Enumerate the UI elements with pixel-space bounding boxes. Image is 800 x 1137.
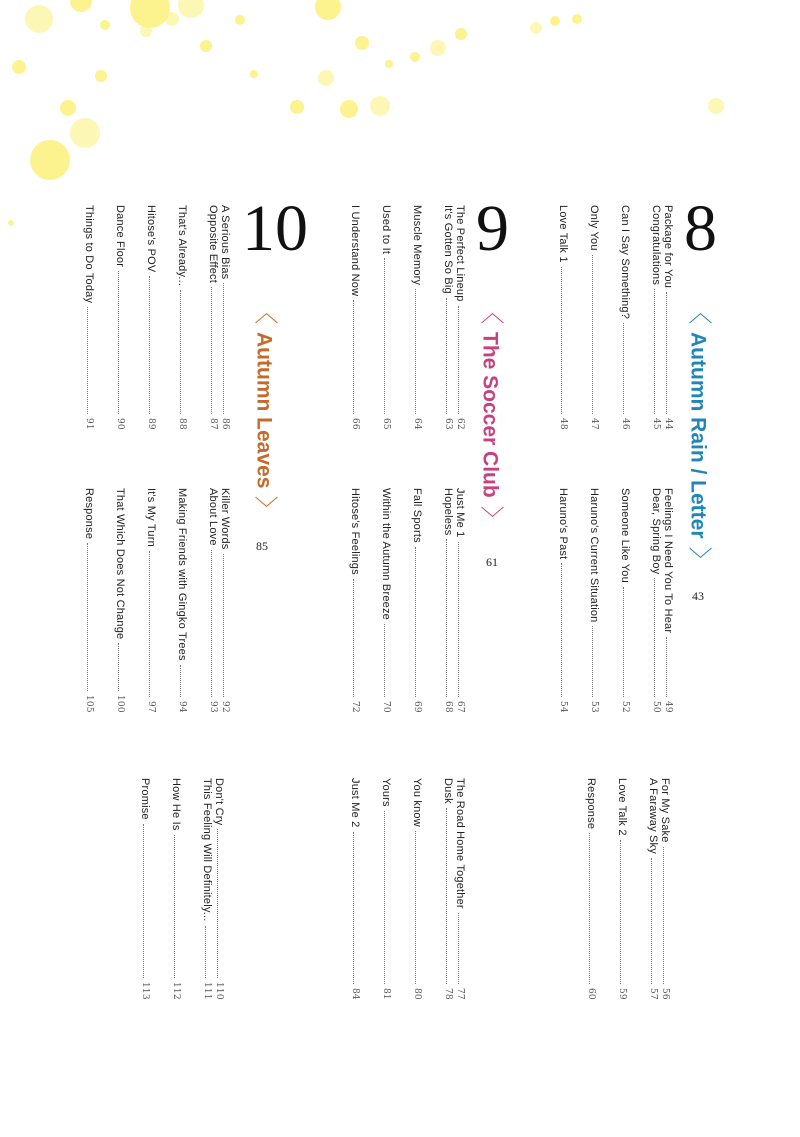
toc-entry[interactable] (454, 778, 466, 1000)
chapter-9-start-page: 61 (486, 555, 498, 569)
toc-entry[interactable] (442, 488, 454, 713)
toc-entry-title: Hopeless (442, 488, 454, 536)
chapter-8-title (680, 300, 715, 585)
toc-entry-page: 62 (455, 418, 465, 430)
decorative-dot (178, 0, 204, 18)
decorative-dot (60, 100, 76, 116)
toc-leader-dots (384, 624, 388, 697)
toc-entry-page: 47 (589, 418, 599, 430)
chapter-8-col-1 (538, 205, 674, 430)
toc-entry-title: Don't Cry (213, 778, 225, 826)
decorative-dot (290, 100, 304, 114)
toc-leader-dots (592, 626, 596, 697)
decorative-dot (340, 100, 358, 118)
chapter-title-text: The Soccer Club (478, 332, 502, 498)
toc-entry-title: Love Talk 1 (557, 205, 569, 263)
toc-leader-dots (87, 307, 91, 414)
toc-entry-page: 68 (443, 701, 453, 713)
decorative-dot (235, 15, 245, 25)
toc-entry[interactable] (176, 488, 188, 713)
toc-entry-page: 92 (220, 701, 230, 713)
chapter-10-title (246, 300, 281, 525)
chapter-9-number: 9 (476, 192, 509, 265)
decorative-dot (95, 70, 107, 82)
toc-entry-page: 66 (350, 418, 360, 430)
decorative-dot (30, 140, 70, 180)
toc-entry[interactable] (170, 778, 182, 1000)
toc-entry-title: Someone Like You (619, 488, 631, 583)
chapter-10-number: 10 (242, 192, 308, 265)
toc-entry[interactable] (659, 778, 671, 1000)
toc-entry-title: Response (585, 778, 597, 830)
toc-entry[interactable] (454, 205, 466, 430)
toc-entry[interactable] (411, 205, 423, 430)
toc-entry[interactable] (380, 488, 392, 713)
toc-leader-dots (654, 289, 658, 414)
chapter-9-title (472, 300, 507, 545)
toc-leader-dots (415, 831, 419, 984)
toc-leader-dots (620, 840, 624, 984)
decorative-dot (355, 36, 369, 50)
toc-entry-title: Hitose's Feelings (349, 488, 361, 575)
toc-entry-page: 88 (177, 418, 187, 430)
toc-leader-dots (592, 255, 596, 415)
toc-entry-title: Feelings I Need You To Hear (662, 488, 674, 634)
toc-entry-page: 94 (177, 701, 187, 713)
decorative-dot (550, 16, 560, 26)
toc-leader-dots (623, 587, 627, 697)
toc-entry[interactable] (662, 488, 674, 713)
toc-entry-title: Used to It (380, 205, 392, 255)
toc-entry-page: 56 (660, 988, 670, 1000)
toc-entry[interactable] (114, 488, 126, 713)
toc-leader-dots (651, 858, 655, 984)
toc-entry-page: 69 (412, 701, 422, 713)
toc-entry-page: 72 (350, 701, 360, 713)
toc-entry-page: 59 (617, 988, 627, 1000)
toc-entry-page: 113 (140, 982, 150, 1000)
toc-entry-title: Things to Do Today (83, 205, 95, 304)
toc-entry[interactable] (662, 205, 674, 430)
toc-entry-title: Haruno's Current Situation (588, 488, 600, 623)
decorative-dot (315, 0, 341, 20)
toc-entry[interactable] (207, 205, 219, 430)
toc-leader-dots (589, 833, 593, 984)
toc-leader-dots (180, 290, 184, 414)
toc-entry-title: Love Talk 2 (616, 778, 628, 836)
chapter-9-col-2 (330, 488, 466, 713)
toc-leader-dots (458, 542, 462, 698)
toc-entry-page: 89 (146, 418, 156, 430)
toc-entry[interactable] (557, 488, 569, 713)
open-bracket: 〈 (476, 300, 503, 324)
decorative-dot (140, 25, 152, 37)
toc-entry-page: 78 (443, 988, 453, 1000)
toc-entry-title: Promise (139, 778, 151, 820)
toc-entry-page: 54 (558, 701, 568, 713)
toc-entry-title: The Road Home Together (454, 778, 466, 909)
toc-entry-page: 105 (84, 695, 94, 713)
toc-entry-page: 64 (412, 418, 422, 430)
toc-entry-title: Only You (588, 205, 600, 251)
decorative-dots (0, 0, 800, 180)
toc-entry[interactable] (411, 778, 423, 1000)
toc-leader-dots (446, 808, 450, 984)
toc-entry[interactable] (616, 778, 628, 1000)
toc-entry[interactable] (219, 488, 231, 713)
toc-entry[interactable] (650, 488, 662, 713)
toc-entry-title: I Understand Now (349, 205, 361, 297)
toc-leader-dots (353, 832, 357, 985)
toc-leader-dots (384, 811, 388, 984)
toc-entry-title: The Perfect Lineup (454, 205, 466, 302)
toc-entry[interactable] (380, 205, 392, 430)
toc-entry[interactable] (585, 778, 597, 1000)
toc-leader-dots (118, 643, 122, 691)
toc-entry[interactable] (380, 778, 392, 1000)
toc-entry-page: 44 (663, 418, 673, 430)
toc-entry-title: Opposite Effect (207, 205, 219, 284)
toc-entry[interactable] (219, 205, 231, 430)
toc-entry[interactable] (201, 778, 213, 1000)
decorative-dot (318, 70, 334, 86)
toc-leader-dots (223, 283, 227, 414)
toc-leader-dots (353, 300, 357, 414)
decorative-dot (130, 0, 170, 28)
toc-entry[interactable] (145, 488, 157, 713)
toc-entry-title: Just Me 2 (349, 778, 361, 828)
close-bracket: 〉 (250, 496, 277, 521)
toc-leader-dots (458, 913, 462, 984)
toc-leader-dots (561, 267, 565, 414)
chapter-title-text: Autumn Leaves (252, 332, 276, 489)
toc-entry-page: 86 (220, 418, 230, 430)
decorative-dot (200, 40, 212, 52)
chapter-10-col-3 (120, 778, 225, 1000)
toc-entry-page: 57 (648, 988, 658, 1000)
toc-leader-dots (458, 306, 462, 415)
toc-entry-title: A Serious Bias (219, 205, 231, 280)
toc-entry[interactable] (411, 488, 423, 713)
toc-entry[interactable] (442, 778, 454, 1000)
toc-entry-title: Haruno's Past (557, 488, 569, 560)
toc-leader-dots (623, 323, 627, 414)
toc-entry-page: 50 (651, 701, 661, 713)
toc-entry-title: Package for You (662, 205, 674, 289)
toc-entry-page: 91 (84, 418, 94, 430)
decorative-dot (455, 28, 467, 40)
decorative-dot (25, 5, 53, 33)
toc-leader-dots (223, 554, 227, 698)
toc-entry[interactable] (619, 205, 631, 430)
toc-entry-title: Dance Floor (114, 205, 126, 268)
close-bracket: 〉 (684, 546, 711, 571)
toc-leader-dots (446, 539, 450, 697)
toc-leader-dots (415, 547, 419, 697)
toc-entry-page: 53 (589, 701, 599, 713)
toc-leader-dots (87, 543, 91, 691)
toc-entry-title: Response (83, 488, 95, 540)
toc-entry-title: How He Is (170, 778, 182, 831)
toc-entry-page: 90 (115, 418, 125, 430)
decorative-dot (8, 220, 14, 226)
toc-entry-page: 111 (202, 982, 212, 1000)
toc-entry-page: 112 (171, 982, 181, 1000)
chapter-8-number: 8 (684, 192, 717, 265)
toc-entry-page: 80 (412, 988, 422, 1000)
toc-leader-dots (415, 289, 419, 414)
toc-leader-dots (217, 829, 221, 978)
toc-entry-page: 49 (663, 701, 673, 713)
toc-entry[interactable] (650, 205, 662, 430)
toc-entry[interactable] (207, 488, 219, 713)
chapter-10-col-1 (64, 205, 231, 430)
decorative-dot (572, 14, 582, 24)
toc-entry[interactable] (176, 205, 188, 430)
toc-entry-title: That's Already... (176, 205, 188, 287)
chapter-8-start-page: 43 (692, 589, 704, 603)
toc-entry-page: 67 (455, 701, 465, 713)
toc-entry-page: 60 (586, 988, 596, 1000)
chapter-9-col-1 (330, 205, 466, 430)
chapter-title-text: Autumn Rain / Letter (686, 332, 710, 539)
toc-entry-page: 110 (214, 982, 224, 1000)
toc-leader-dots (118, 271, 122, 414)
toc-entry[interactable] (145, 205, 157, 430)
chapter-10-start-page: 85 (256, 539, 268, 553)
toc-entry-title: A Faraway Sky (647, 778, 659, 854)
toc-leader-dots (149, 551, 153, 697)
toc-entry-title: For My Sake (659, 778, 671, 843)
toc-leader-dots (666, 292, 670, 414)
toc-entry-title: Congratulations (650, 205, 662, 286)
decorative-dot (70, 118, 100, 148)
close-bracket: 〉 (476, 505, 503, 530)
open-bracket: 〈 (250, 300, 277, 324)
toc-entry-title: Just Me 1 (454, 488, 466, 538)
toc-entry-page: 84 (350, 988, 360, 1000)
toc-entry-title: You know (411, 778, 423, 827)
toc-entry-title: Dear, Spring Boy (650, 488, 662, 575)
toc-entry[interactable] (442, 205, 454, 430)
chapter-8-col-2 (538, 488, 674, 713)
toc-entry-page: 48 (558, 418, 568, 430)
toc-entry[interactable] (349, 488, 361, 713)
toc-entry-page: 100 (115, 695, 125, 713)
toc-entry-title: Killer Words (219, 488, 231, 550)
toc-leader-dots (211, 287, 215, 414)
toc-leader-dots (561, 563, 565, 697)
toc-entry-title: Can I Say Something? (619, 205, 631, 320)
toc-entry-page: 81 (381, 988, 391, 1000)
toc-entry[interactable] (83, 488, 95, 713)
toc-entry[interactable] (349, 778, 361, 1000)
decorative-dot (530, 22, 542, 34)
decorative-dot (410, 52, 420, 62)
toc-entry-title: Muscle Memory (411, 205, 423, 286)
toc-leader-dots (149, 276, 153, 414)
toc-entry-title: Hitose's POV (145, 205, 157, 273)
toc-leader-dots (384, 258, 388, 414)
toc-leader-dots (174, 835, 178, 979)
toc-entry[interactable] (139, 778, 151, 1000)
toc-entry[interactable] (349, 205, 361, 430)
toc-leader-dots (205, 926, 209, 979)
toc-entry-title: It's My Turn (145, 488, 157, 547)
decorative-dot (430, 40, 446, 56)
toc-leader-dots (663, 847, 667, 985)
toc-entry-title: Fall Sports (411, 488, 423, 543)
toc-entry-title: Dusk (442, 778, 454, 804)
toc-entry-page: 93 (208, 701, 218, 713)
chapter-10-col-2 (64, 488, 231, 713)
toc-entry[interactable] (588, 205, 600, 430)
toc-leader-dots (143, 824, 147, 978)
toc-entry-page: 65 (381, 418, 391, 430)
toc-entry[interactable] (83, 205, 95, 430)
toc-entry-title: About Love (207, 488, 219, 546)
toc-entry-page: 87 (208, 418, 218, 430)
toc-leader-dots (446, 298, 450, 414)
toc-entry-title: Yours (380, 778, 392, 807)
decorative-dot (165, 12, 179, 26)
toc-leader-dots (180, 665, 184, 697)
toc-entry-title: Making Friends with Gingko Trees (176, 488, 188, 661)
toc-entry-title: It's Gotten So Big (442, 205, 454, 294)
toc-leader-dots (211, 550, 215, 697)
toc-entry-title: That Which Does Not Change (114, 488, 126, 640)
toc-entry-page: 63 (443, 418, 453, 430)
toc-entry[interactable] (588, 488, 600, 713)
toc-entry-title: Within the Autumn Breeze (380, 488, 392, 620)
toc-entry-page: 70 (381, 701, 391, 713)
toc-entry[interactable] (647, 778, 659, 1000)
toc-entry-title: This Feeling Will Definitely... (201, 778, 213, 922)
decorative-dot (12, 60, 26, 74)
toc-entry[interactable] (114, 205, 126, 430)
toc-leader-dots (666, 637, 670, 697)
decorative-dot (708, 98, 724, 114)
toc-entry-page: 77 (455, 988, 465, 1000)
decorative-dot (250, 70, 258, 78)
open-bracket: 〈 (684, 300, 711, 324)
toc-entry[interactable] (619, 488, 631, 713)
toc-entry-page: 45 (651, 418, 661, 430)
toc-entry-page: 46 (620, 418, 630, 430)
decorative-dot (100, 20, 110, 30)
decorative-dot (370, 96, 390, 116)
decorative-dot (70, 0, 92, 12)
toc-entry-page: 97 (146, 701, 156, 713)
toc-leader-dots (353, 579, 357, 697)
chapter-9-col-3 (330, 778, 466, 1000)
toc-leader-dots (654, 578, 658, 697)
toc-entry[interactable] (213, 778, 225, 1000)
toc-entry-page: 52 (620, 701, 630, 713)
toc-entry[interactable] (557, 205, 569, 430)
decorative-dot (385, 60, 393, 68)
chapter-8-col-3 (566, 778, 671, 1000)
toc-entry[interactable] (454, 488, 466, 713)
